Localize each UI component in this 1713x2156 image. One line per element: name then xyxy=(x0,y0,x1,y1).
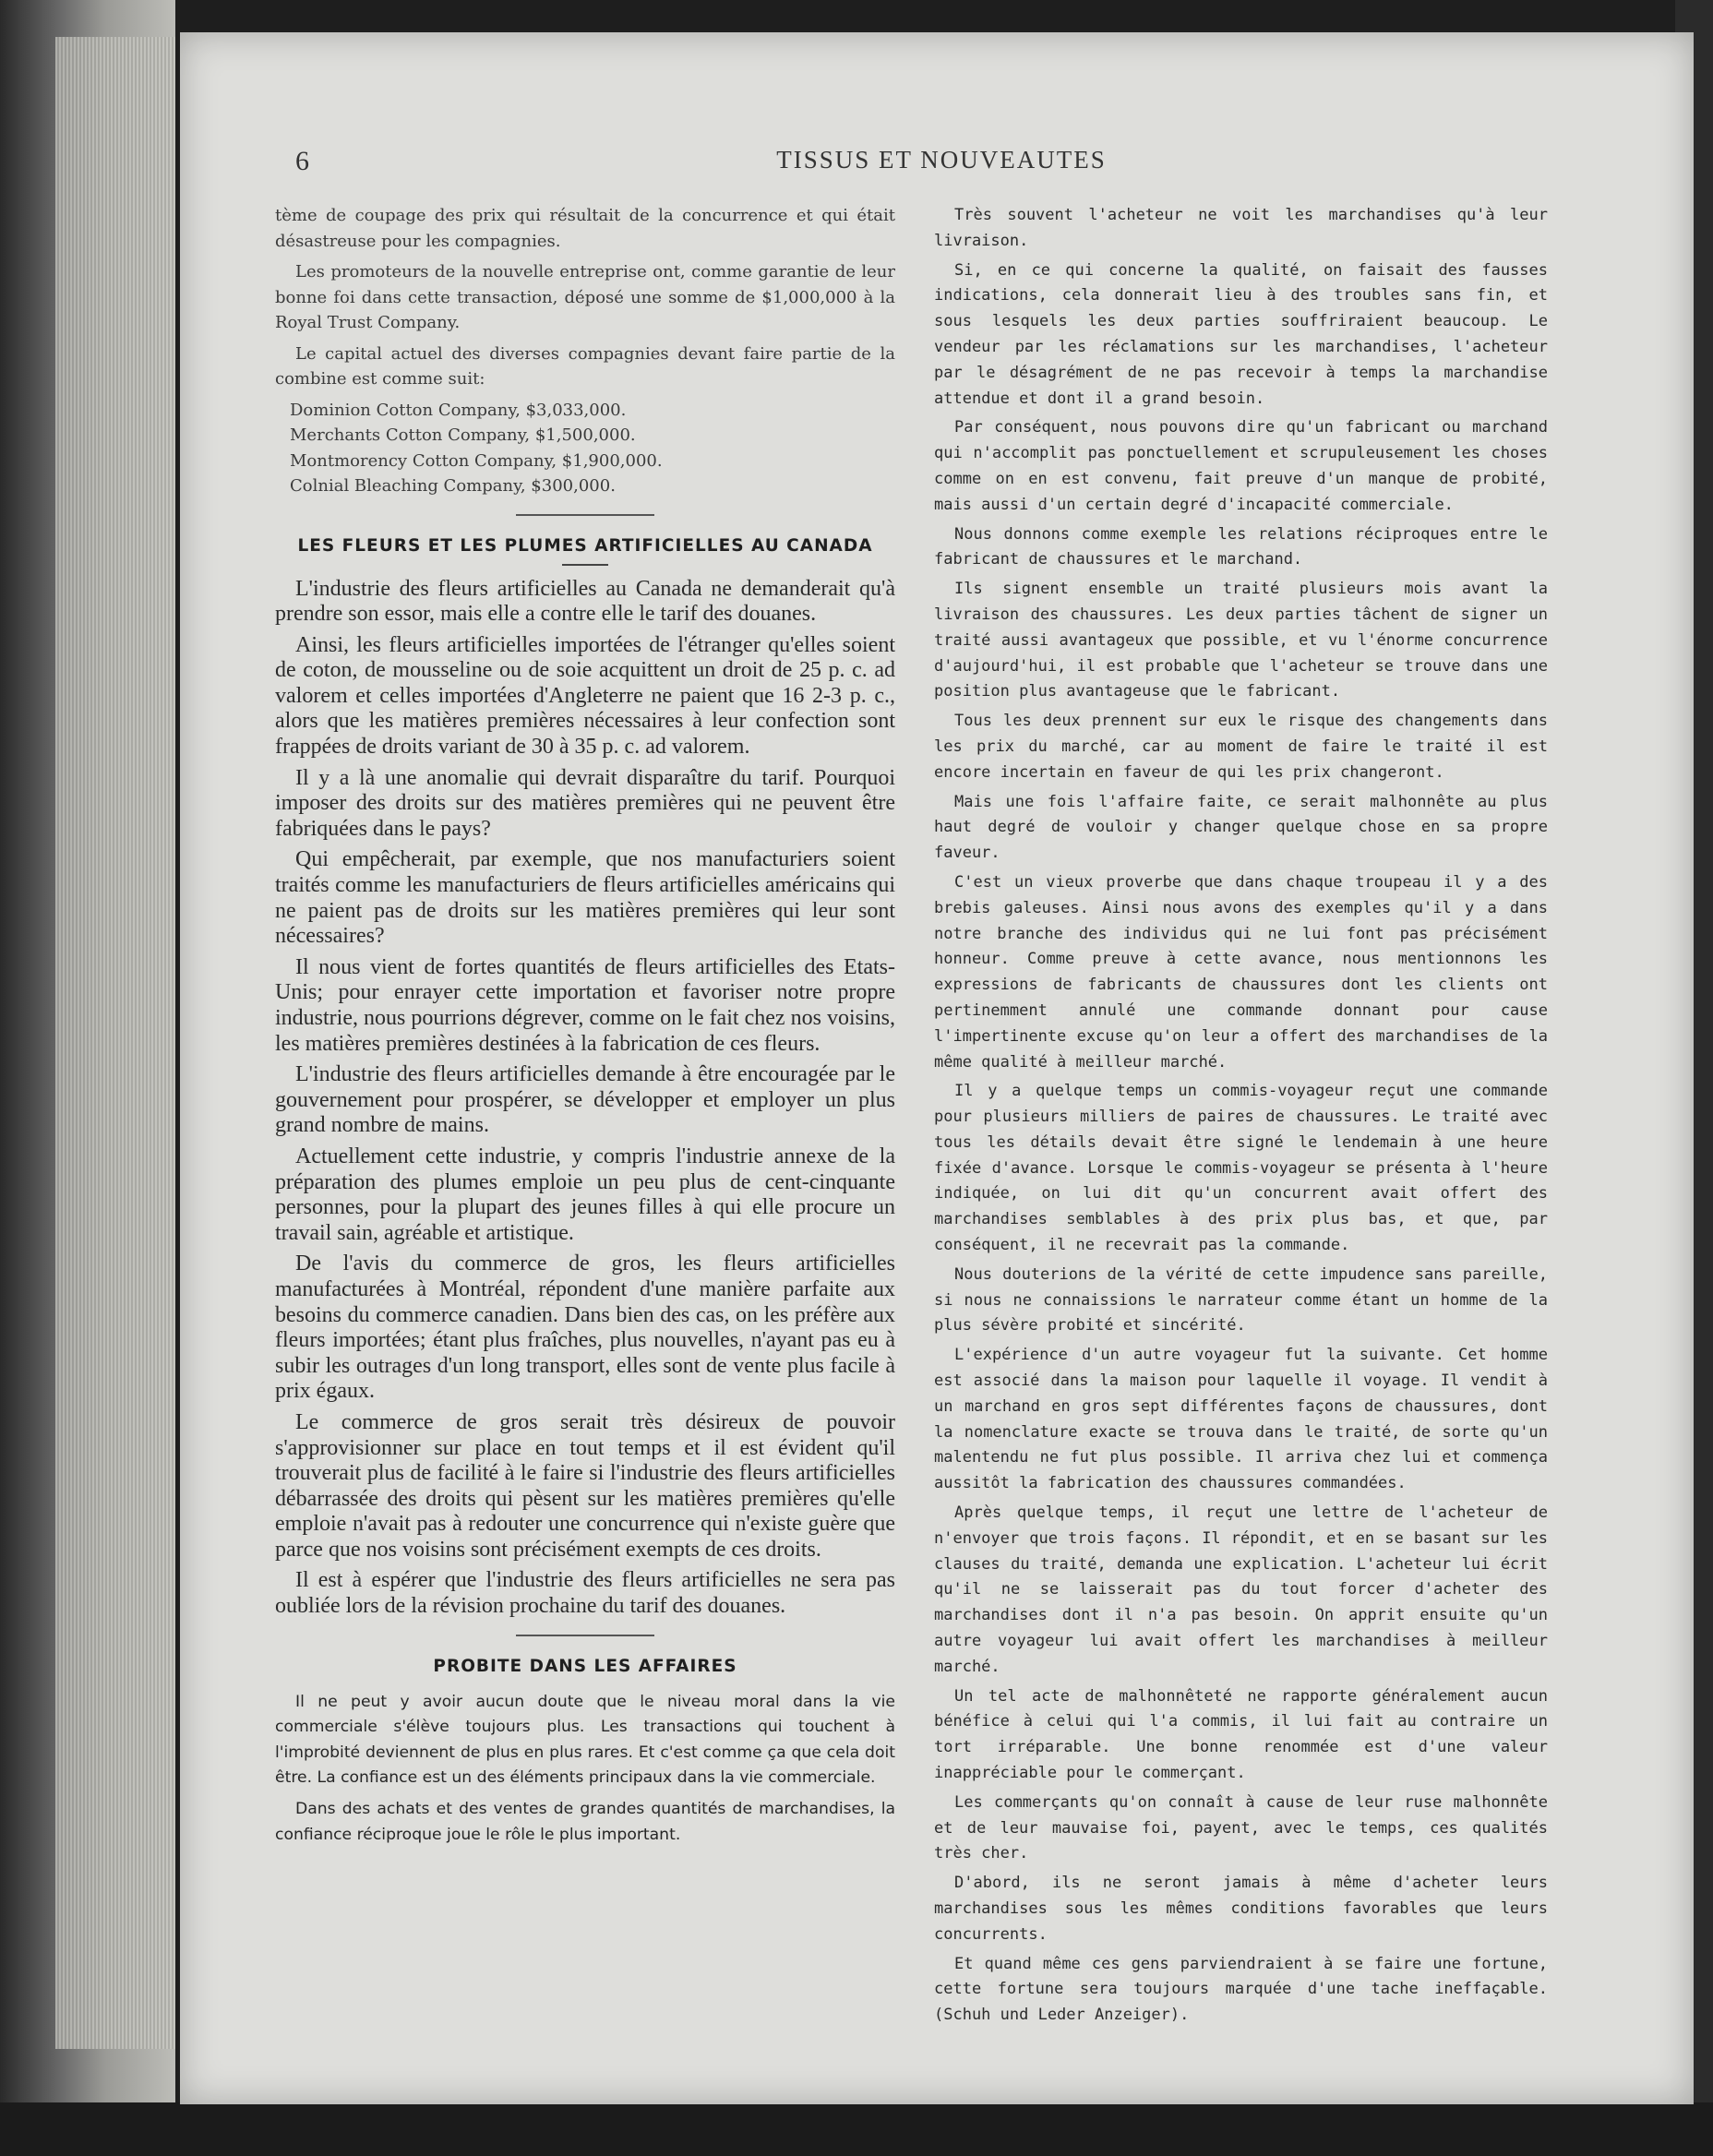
page-number: 6 xyxy=(295,146,309,176)
capital-list xyxy=(290,398,895,499)
page-edge-stripes xyxy=(55,37,175,2049)
paragraph: L'industrie des fleurs artificielles au Canada ne demanderait qu'à prendre son essor, mais elle a contre elle le tarif des douanes. xyxy=(275,576,895,627)
probite-heading: PROBITE DANS LES AFFAIRES xyxy=(433,1656,737,1676)
paragraph: Le capital actuel des diverses compagnies devant faire partie de la combine est comme suit: xyxy=(275,343,895,389)
section-divider xyxy=(516,1635,654,1636)
paragraph: Tous les deux prennent sur eux le risque des changements dans les prix du marché, car au moment de faire le traité il est encore incertain en faveur de qui les prix changeront. xyxy=(934,712,1548,782)
paragraph: Les commerçants qu'on connaît à cause de leur ruse malhonnête et de leur mauvaise foi, payent, avec le temps, ces qualités très cher. xyxy=(934,1792,1548,1863)
journal-title: TISSUS ET NOUVEAUTES xyxy=(776,146,1107,174)
fleurs-heading: LES FLEURS ET LES PLUMES ARTIFICIELLES AU CANADA xyxy=(297,535,873,556)
fleurs-article xyxy=(275,577,895,1620)
paragraph: Si, en ce qui concerne la qualité, on faisait des fausses indications, cela donnerait lieu à des troubles sans fin, et sous lesquels les deux parties souffriraient beaucoup. Le vendeur par les réclamations sur les marchandises, l'acheteur par le désagrément de ne pas recevoir à temps la marchandise attendue et dont il a grand besoin. xyxy=(934,260,1548,408)
paragraph: Le commerce de gros serait très désireux de pouvoir s'approvisionner sur place en tout temps et il est évident qu'il trouverait plus de facilité à le faire si l'industrie des fleurs artificielles débarrassée des droits qui pèsent sur les matières premières qu'elle emploie n'avait pas à redouter une concurrence qui n'existe guère que parce que nos voisins sont précisément exempts de ces droits. xyxy=(275,1409,895,1562)
probite-article-start xyxy=(275,1690,895,1849)
left-column xyxy=(275,203,895,1853)
paragraph: D'abord, ils ne seront jamais à même d'acheter leurs marchandises sous les mêmes conditions favorables que leurs concurrents. xyxy=(934,1874,1548,1944)
paragraph: Ils signent ensemble un traité plusieurs mois avant la livraison des chaussures. Les deux parties tâchent de signer un traité aussi avantageux que possible, et vu l'énorme concurrence d'aujourd'hui, il est probable que l'acheteur se trouve dans une position plus avantageuse que le fabricant. xyxy=(934,580,1548,701)
paragraph: Nous donnons comme exemple les relations réciproques entre le fabricant de chaussures et le marchand. xyxy=(934,524,1548,569)
paragraph: Après quelque temps, il reçut une lettre de l'acheteur de n'envoyer que trois façons. Il répondit, et en se basant sur les clauses du traité, demanda une explication. L'acheteur lui écrit qu'il ne se laisserait pas du tout forcer d'acheter des marchandises dont il n'a pas besoin. On apprit ensuite qu'un autre voyageur lui avait offert les marchandises à meilleur marché. xyxy=(934,1503,1548,1676)
paragraph: De l'avis du commerce de gros, les fleurs artificielles manufacturées à Montréal, répondent d'une manière parfaite aux besoins du commerce canadien. Dans bien des cas, on les préfère aux fleurs importées; étant plus fraîches, plus nouvelles, n'ayant pas eu à subir les outrages d'un long transport, elles sont de vente plus facile à prix égaux. xyxy=(275,1252,895,1404)
paragraph: L'industrie des fleurs artificielles demande à être encouragée par le gouvernement pour prospérer, se développer et employer un plus grand nombre de mains. xyxy=(275,1062,895,1138)
heading-rule xyxy=(562,564,608,566)
paragraph: Dans des achats et des ventes de grandes quantités de marchandises, la confiance réciproque joue le rôle le plus important. xyxy=(275,1800,895,1844)
book-page-edges xyxy=(0,0,175,2156)
combine-article-end xyxy=(275,203,895,392)
paragraph: Les promoteurs de la nouvelle entreprise ont, comme garantie de leur bonne foi dans cette transaction, déposé une somme de $1,000,000 à la Royal Trust Company. xyxy=(275,262,895,332)
bottom-margin-shadow xyxy=(0,2102,1713,2156)
paragraph: Il ne peut y avoir aucun doute que le niveau moral dans la vie commerciale s'élève toujours plus. Les transactions qui touchent à l'improbité deviennent de plus en plus rares. Et c'est comme ça que cela doit être. La confiance est un des éléments principaux dans la vie commerciale. xyxy=(275,1692,895,1788)
paragraph: Il nous vient de fortes quantités de fleurs artificielles des Etats-Unis; pour enrayer cette importation et favoriser notre propre industrie, nous pourrions dégrever, comme on le fait chez nos voisins, les matières premières destinées à la fabrication de ces fleurs. xyxy=(275,954,895,1056)
paragraph: Très souvent l'acheteur ne voit les marchandises qu'à leur livraison. xyxy=(934,206,1548,250)
paragraph: Actuellement cette industrie, y compris l'industrie annexe de la préparation des plumes emploie un peu plus de cent-cinquante personnes, pour la plupart des jeunes filles à qui elle procure un travail sain, agréable et artistique. xyxy=(275,1144,895,1245)
capital-list-item: Dominion Cotton Company, $3,033,000. xyxy=(290,400,627,420)
paragraph: Un tel acte de malhonnêteté ne rapporte généralement aucun bénéfice à celui qui l'a commis, il lui fait au contraire un tort irréparable. Une bonne renommée est d'une valeur inappréciable pour le commerçant. xyxy=(934,1686,1548,1783)
paragraph: tème de coupage des prix qui résultait de la concurrence et qui était désastreuse pour les compagnies. xyxy=(275,206,895,251)
paragraph: L'expérience d'un autre voyageur fut la suivante. Cet homme est associé dans la maison pour laquelle il voyage. Il vendit à un marchand en gros sept différentes façons de chaussures, dont la nomenclature exacte se trouva dans le traité, de sorte qu'un malentendu ne fut plus possible. Il arriva chez lui et commença aussitôt la fabrication des chaussures commandées. xyxy=(934,1346,1548,1493)
probite-article-continued xyxy=(934,203,1548,2029)
paragraph: Par conséquent, nous pouvons dire qu'un fabricant ou marchand qui n'accomplit pas ponctuellement et scrupuleusement les choses comme on en est convenu, fait preuve d'un manque de probité, mais aussi d'un certain degré d'incapacité commerciale. xyxy=(934,418,1548,514)
capital-list-item: Montmorency Cotton Company, $1,900,000. xyxy=(290,450,663,471)
paragraph: Et quand même ces gens parviendraient à se faire une fortune, cette fortune sera toujours marquée d'une tache ineffaçable. (Schuh und Leder Anzeiger). xyxy=(934,1954,1548,2025)
capital-list-item: Colnial Bleaching Company, $300,000. xyxy=(290,476,616,496)
paragraph: Nous douterions de la vérité de cette impudence sans pareille, si nous ne connaissions le narrateur comme étant un homme de la plus sévère probité et sincérité. xyxy=(934,1264,1548,1336)
paragraph: Il y a là une anomalie qui devrait disparaître du tarif. Pourquoi imposer des droits sur des matières premières qui ne peuvent être fabriquées dans le pays? xyxy=(275,765,895,841)
paragraph: Il y a quelque temps un commis-voyageur reçut une commande pour plusieurs milliers de paires de chaussures. Le traité avec tous les détails devait être signé le lendemain à une heure fixée d'avance. Lorsque le commis-voyageur se présenta à l'heure indiquée, on lui dit qu'un concurrent avait offert des marchandises semblables à des prix plus bas, et que, par conséquent, il ne recevrait pas la commande. xyxy=(934,1082,1548,1255)
paragraph: Ainsi, les fleurs artificielles importées de l'étranger qu'elles soient de coton, de mousseline ou de soie acquittent un droit de 25 p. c. ad valorem et celles importées d'Angleterre ne paient que 16 2-3 p. c., alors que les matières premières nécessaires à leur confection sont frappées de droits variant de 30 à 35 p. c. ad valorem. xyxy=(275,632,895,760)
right-column xyxy=(934,203,1548,2032)
section-divider xyxy=(516,514,654,516)
paragraph: Il est à espérer que l'industrie des fleurs artificielles ne sera pas oubliée lors de la révision prochaine du tarif des douanes. xyxy=(275,1568,895,1619)
paragraph: C'est un vieux proverbe que dans chaque troupeau il y a des brebis galeuses. Ainsi nous avons des exemples qu'il y a dans notre branche des individus qui ne lui font pas précisément honneur. Comme preuve à cette avance, nous mentionnons les expressions de fabricants de chaussures dont les clients ont pertinemment annulé une commande donnant pour cause l'impertinente excuse qu'on leur a offert des marchandises de la même qualité à meilleur marché. xyxy=(934,872,1548,1072)
capital-list-item: Merchants Cotton Company, $1,500,000. xyxy=(290,425,636,445)
paragraph: Qui empêcherait, par exemple, que nos manufacturiers soient traités comme les manufacturiers de fleurs artificielles américains qui ne paient pas de droits sur les matières premières qui leur sont nécessaires? xyxy=(275,847,895,949)
page-header xyxy=(277,138,1606,185)
paragraph: Mais une fois l'affaire faite, ce serait malhonnête au plus haut degré de vouloir y changer quelque chose en sa propre faveur. xyxy=(934,792,1548,863)
